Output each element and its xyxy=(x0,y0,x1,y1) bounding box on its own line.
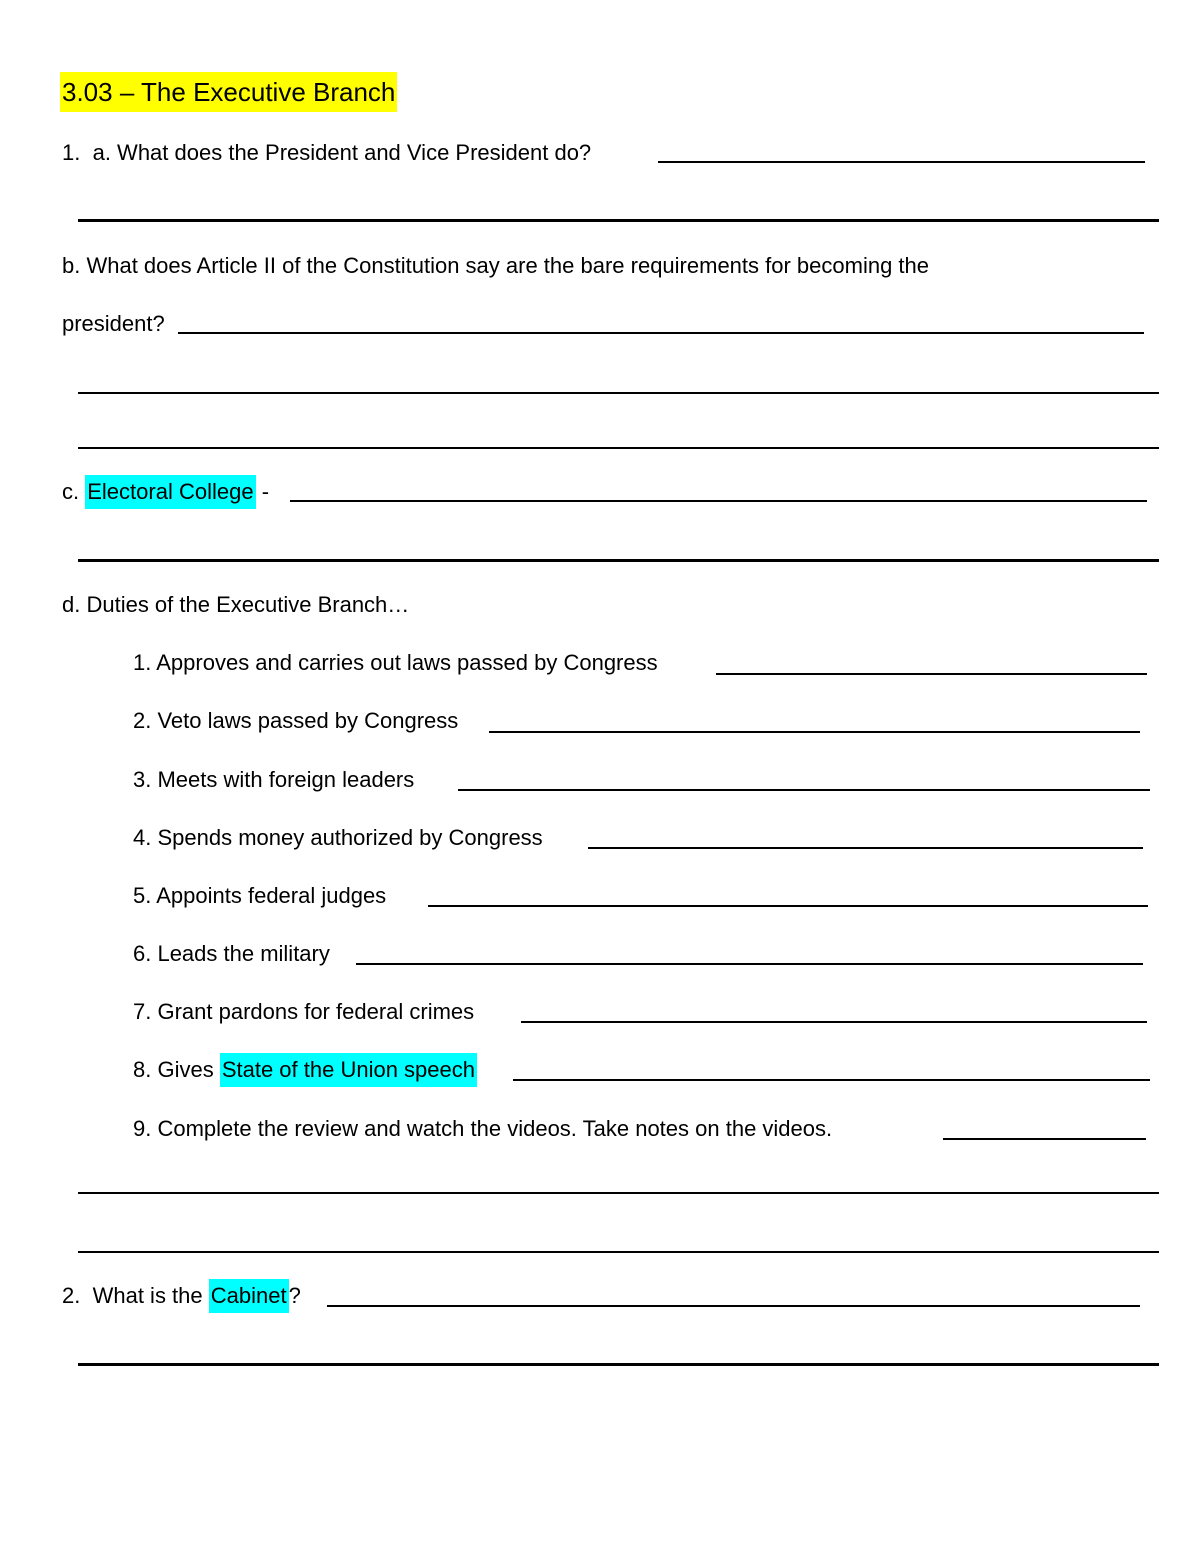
answer-line-1b-3[interactable] xyxy=(78,447,1159,449)
question-1b-text: b. What does Article II of the Constitution say are the bare requirements for becoming the xyxy=(62,253,930,278)
duty-item-2: 2. Veto laws passed by Congress xyxy=(133,708,459,733)
answer-line-duty-4[interactable] xyxy=(588,847,1143,849)
question-1d-text: d. Duties of the Executive Branch… xyxy=(62,592,410,617)
duty-item-4: 4. Spends money authorized by Congress xyxy=(133,825,543,850)
answer-line-duty-9-2[interactable] xyxy=(78,1192,1159,1194)
question-2-number: 2. xyxy=(62,1283,81,1308)
answer-line-1c[interactable] xyxy=(290,500,1147,502)
question-1c xyxy=(62,477,269,507)
answer-line-duty-8[interactable] xyxy=(513,1079,1150,1081)
question-1-number: 1. xyxy=(62,140,81,165)
question-1a xyxy=(62,138,591,168)
answer-line-duty-9[interactable] xyxy=(943,1138,1146,1140)
answer-line-1b[interactable] xyxy=(178,332,1144,334)
answer-line-duty-6[interactable] xyxy=(356,963,1143,965)
cabinet-term: Cabinet xyxy=(209,1279,289,1313)
answer-line-duty-2[interactable] xyxy=(489,731,1140,733)
question-1b-continued: president? xyxy=(62,311,165,336)
duty-item-6: 6. Leads the military xyxy=(133,941,330,966)
question-1c-dash: - xyxy=(261,479,270,504)
question-1c-prefix: c. xyxy=(62,479,80,504)
duty-item-1: 1. Approves and carries out laws passed by Congress xyxy=(133,650,658,675)
question-2-suffix: ? xyxy=(288,1283,301,1308)
page-title: 3.03 – The Executive Branch xyxy=(60,72,397,112)
duty-item-8-prefix: 8. Gives xyxy=(133,1057,214,1082)
answer-line-duty-3[interactable] xyxy=(458,789,1150,791)
question-2-prefix: What is the xyxy=(92,1283,203,1308)
answer-line-duty-5[interactable] xyxy=(428,905,1148,907)
answer-line-duty-9-3[interactable] xyxy=(78,1251,1159,1253)
question-1a-text: a. What does the President and Vice President do? xyxy=(92,140,592,165)
question-2 xyxy=(62,1281,301,1311)
electoral-college-term: Electoral College xyxy=(85,475,255,509)
answer-line-1b-2[interactable] xyxy=(78,392,1159,394)
duty-item-9: 9. Complete the review and watch the videos. Take notes on the videos. xyxy=(133,1116,833,1141)
duty-item-5: 5. Appoints federal judges xyxy=(133,883,387,908)
duty-item-8 xyxy=(133,1055,477,1085)
answer-line-2[interactable] xyxy=(327,1305,1140,1307)
answer-line-1c-2[interactable] xyxy=(78,559,1159,562)
answer-line-duty-1[interactable] xyxy=(716,673,1147,675)
answer-line-1a[interactable] xyxy=(658,161,1145,163)
duty-item-7: 7. Grant pardons for federal crimes xyxy=(133,999,475,1024)
state-of-the-union-term: State of the Union speech xyxy=(220,1053,477,1087)
answer-line-2-2[interactable] xyxy=(78,1363,1159,1366)
answer-line-1a-2[interactable] xyxy=(78,219,1159,222)
duty-item-3: 3. Meets with foreign leaders xyxy=(133,767,415,792)
answer-line-duty-7[interactable] xyxy=(521,1021,1147,1023)
